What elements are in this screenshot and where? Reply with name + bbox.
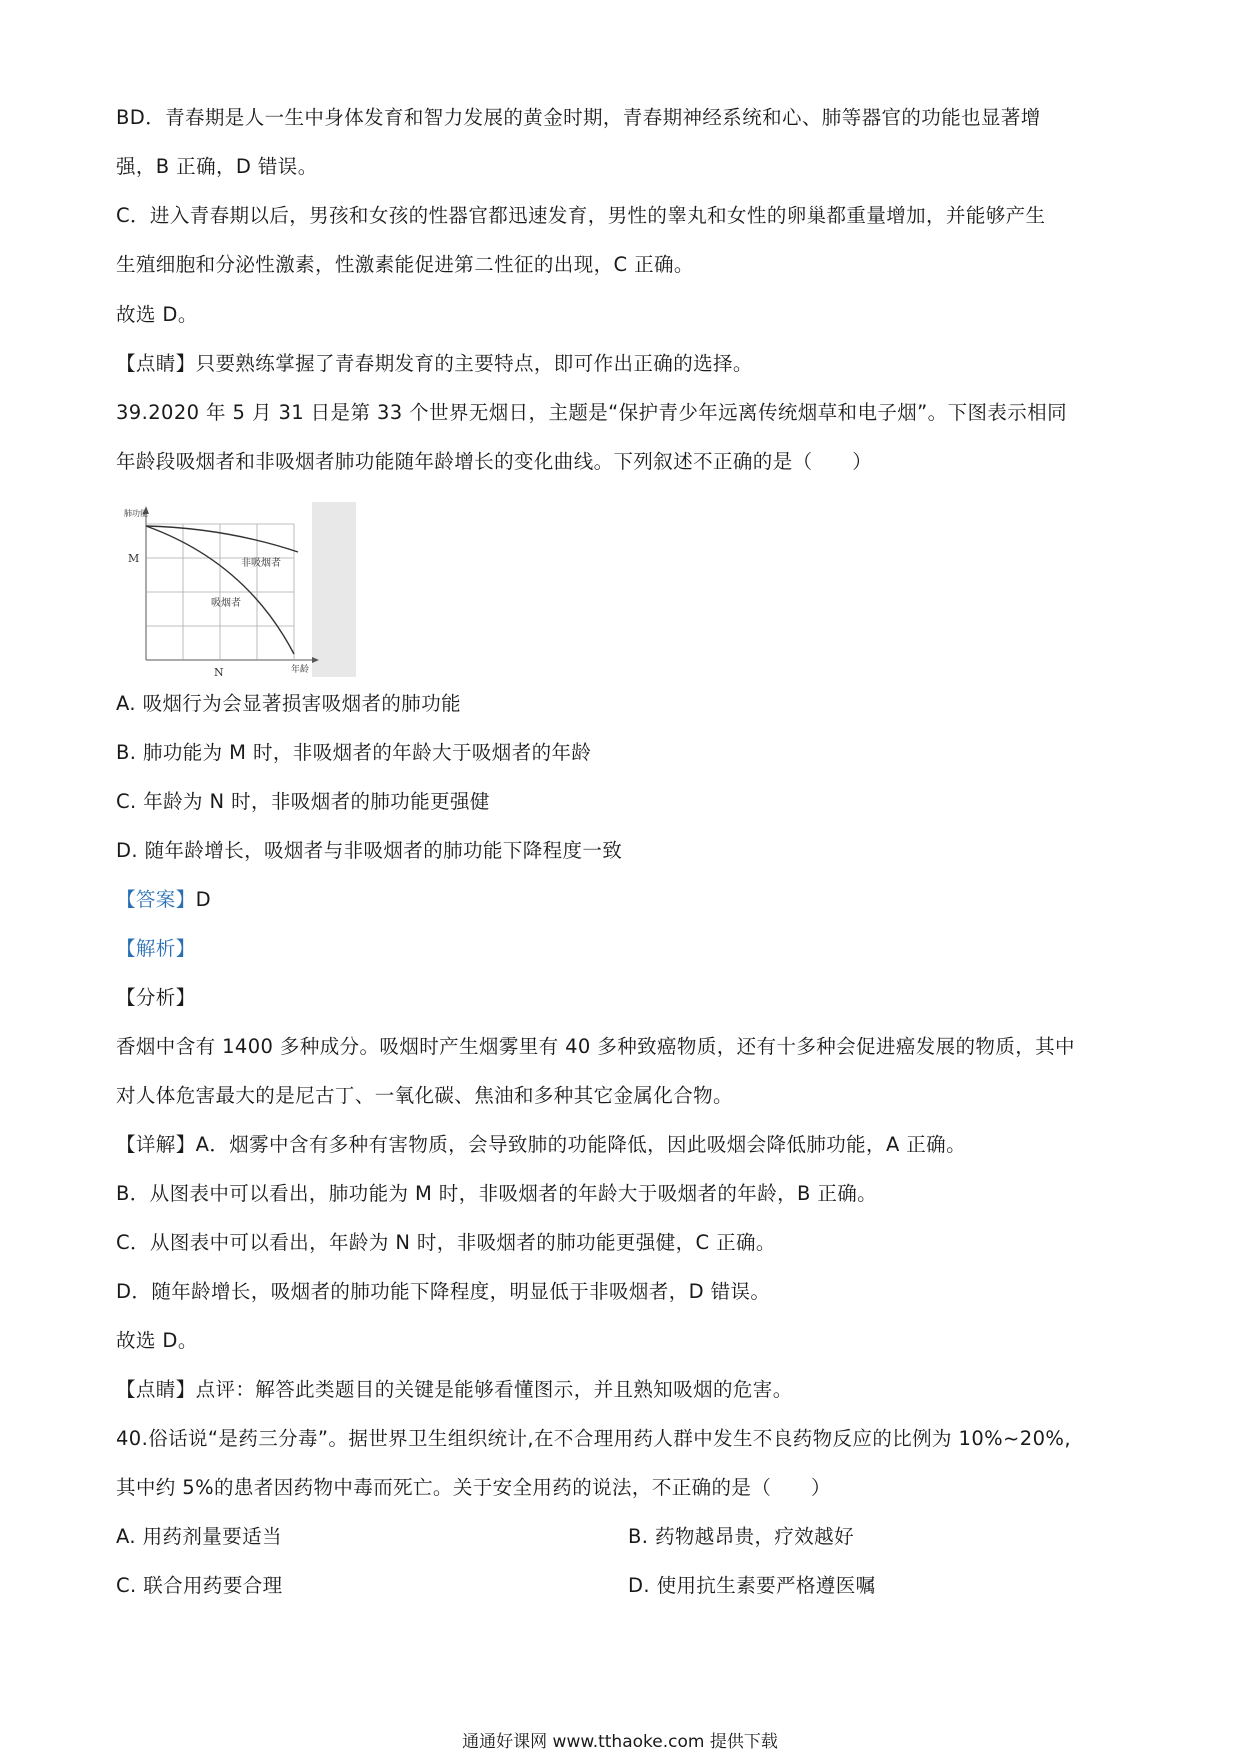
footer-watermark: 通通好课网 www.tthaoke.com 提供下载	[462, 1732, 778, 1752]
text-line: 生殖细胞和分泌性激素，性激素能促进第二性征的出现，C 正确。	[116, 253, 694, 276]
nonsmoker-curve	[146, 526, 298, 552]
smoker-label: 吸烟者	[211, 598, 241, 609]
n-label: N	[214, 666, 224, 677]
option-a: A. 吸烟行为会显著损害吸烟者的肺功能	[116, 692, 461, 715]
text-line: B．从图表中可以看出，肺功能为 M 时，非吸烟者的年龄大于吸烟者的年龄，B 正确。	[116, 1182, 878, 1205]
answer-line	[116, 885, 211, 915]
option-c: C. 年龄为 N 时，非吸烟者的肺功能更强健	[116, 790, 490, 813]
text-line: 强，B 正确，D 错误。	[116, 155, 318, 178]
x-axis-label: 年龄	[291, 665, 310, 675]
q40-option-c: C. 联合用药要合理	[116, 1574, 283, 1597]
option-d: D. 随年龄增长，吸烟者与非吸烟者的肺功能下降程度一致	[116, 839, 623, 862]
text-line: 【点睛】点评：解答此类题目的关键是能够看懂图示，并且熟知吸烟的危害。	[116, 1378, 793, 1401]
text-line: 香烟中含有 1400 多种成分。吸烟时产生烟雾里有 40 多种致癌物质，还有十多种会促进癌发展的物质，其中	[116, 1035, 1075, 1058]
q40-option-a: A. 用药剂量要适当	[116, 1525, 282, 1548]
text-line: 故选 D。	[116, 303, 198, 326]
question-39-stem: 39.2020 年 5 月 31 日是第 33 个世界无烟日，主题是“保护青少年远离传统烟草和电子烟”。下图表示相同	[116, 401, 1067, 424]
y-axis-label: 肺功能	[124, 509, 148, 518]
text-line: 【详解】A．烟雾中含有多种有害物质，会导致肺的功能降低，因此吸烟会降低肺功能，A 正确。	[116, 1133, 966, 1156]
analysis-tag: 【解析】	[116, 937, 196, 960]
text-line: 对人体危害最大的是尼古丁、一氧化碳、焦油和多种其它金属化合物。	[116, 1084, 733, 1107]
option-b: B. 肺功能为 M 时，非吸烟者的年龄大于吸烟者的年龄	[116, 741, 592, 764]
question-40-stem: 其中约 5%的患者因药物中毒而死亡。关于安全用药的说法，不正确的是（ ）	[116, 1476, 831, 1499]
text-line: BD．青春期是人一生中身体发育和智力发展的黄金时期，青春期神经系统和心、肺等器官的功能也显著增	[116, 106, 1041, 129]
text-line: C．从图表中可以看出，年龄为 N 时，非吸烟者的肺功能更强健，C 正确。	[116, 1231, 776, 1254]
nonsmoker-label: 非吸烟者	[241, 558, 281, 569]
text-line: C．进入青春期以后，男孩和女孩的性器官都迅速发育，男性的睾丸和女性的卵巢都重量增加，并能够产生	[116, 204, 1046, 227]
answer-value: D	[195, 888, 212, 911]
q40-option-b: B. 药物越昂贵，疗效越好	[628, 1525, 854, 1548]
m-label: M	[128, 552, 140, 565]
question-40-stem: 40.俗话说“是药三分毒”。据世界卫生组织统计,在不合理用药人群中发生不良药物反应的比例为 10%~20%,	[116, 1427, 1071, 1450]
text-line: D．随年龄增长，吸烟者的肺功能下降程度，明显低于非吸烟者，D 错误。	[116, 1280, 771, 1303]
question-39-stem: 年龄段吸烟者和非吸烟者肺功能随年龄增长的变化曲线。下列叙述不正确的是（ ）	[116, 450, 873, 473]
lung-function-chart	[116, 502, 356, 677]
answer-tag: 【答案】	[116, 888, 196, 911]
q40-option-d: D. 使用抗生素要严格遵医嘱	[628, 1574, 876, 1597]
text-line: 故选 D。	[116, 1329, 198, 1352]
text-line: 【点睛】只要熟练掌握了青春期发育的主要特点，即可作出正确的选择。	[116, 352, 753, 375]
scan-shadow	[312, 502, 356, 677]
fenxi-tag: 【分析】	[116, 986, 196, 1009]
